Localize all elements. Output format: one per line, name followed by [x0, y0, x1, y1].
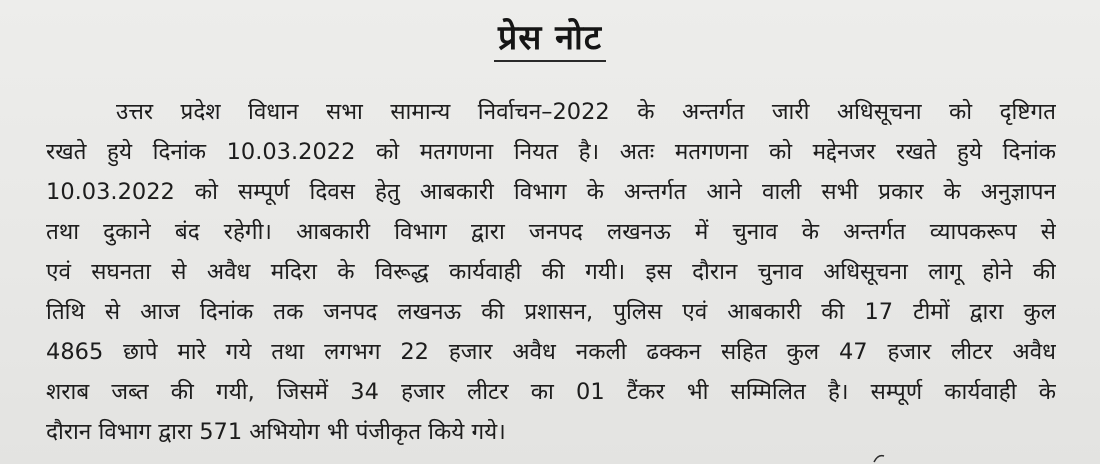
body-line: रखते हुये दिनांक 10.03.2022 को मतगणना नियत है। अतः मतगणना को मद्देनजर रखते हुये दिनांक [46, 139, 1056, 165]
body-line: दौरान विभाग द्वारा 571 अभियोग भी पंजीकृत किये गये। [46, 419, 506, 445]
body-line: तथा दुकाने बंद रहेगी। आबकारी विभाग द्वारा जनपद लखनऊ में चुनाव के अन्तर्गत व्यापकरूप से [46, 219, 1056, 245]
body-line: शराब जब्त की गयी, जिसमें 34 हजार लीटर का 01 टैंकर भी सम्मिलित है। सम्पूर्ण कार्यवाही के [46, 379, 1056, 405]
title-container [0, 18, 1100, 62]
body-line: एवं सघनता से अवैध मदिरा के विरूद्ध कार्यवाही की गयी। इस दौरान चुनाव अधिसूचना लागू होने की [46, 259, 1056, 285]
press-note-body [46, 92, 1056, 452]
body-line: तिथि से आज दिनांक तक जनपद लखनऊ की प्रशासन, पुलिस एवं आबकारी की 17 टीमों द्वारा कुल [46, 299, 1056, 325]
body-line: उत्तर प्रदेश विधान सभा सामान्य निर्वाचन–2022 के अन्तर्गत जारी अधिसूचना को दृष्टिगत [116, 99, 1056, 125]
pen-mark-decoration [872, 452, 886, 464]
body-line: 10.03.2022 को सम्पूर्ण दिवस हेतु आबकारी विभाग के अन्तर्गत आने वाली सभी प्रकार के अनुज्ञापन [46, 179, 1056, 205]
press-note-title: प्रेस नोट [494, 18, 606, 62]
body-line: 4865 छापे मारे गये तथा लगभग 22 हजार अवैध नकली ढक्कन सहित कुल 47 हजार लीटर अवैध [46, 339, 1056, 365]
